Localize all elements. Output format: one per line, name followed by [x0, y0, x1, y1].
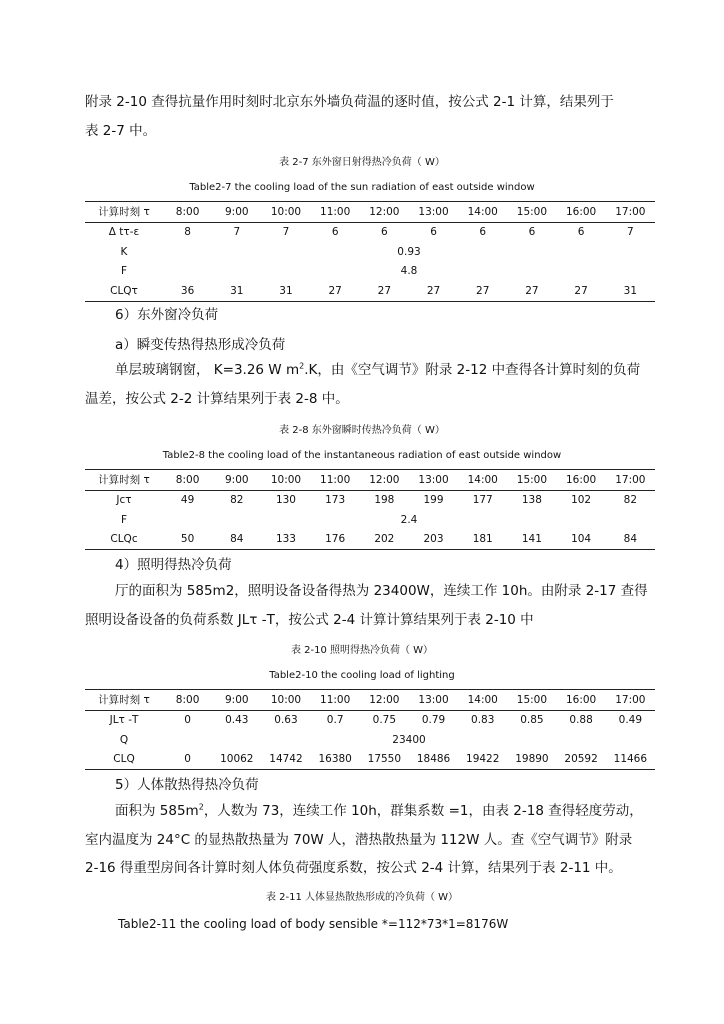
section-5-line-1: 面积为 $585m^2$，人数为 73，连续工作 10h，群集系数 =1，由表 2-18 查得轻度劳动， — [115, 802, 643, 819]
value-cell: 173 — [325, 494, 346, 507]
header-time-cell: 15:00 — [507, 690, 556, 711]
value-cell: 19422 — [458, 750, 507, 770]
value-cell: 27 — [360, 281, 409, 301]
value-cell: 104 — [557, 530, 606, 550]
header-time-cell: 9:00 — [212, 690, 261, 711]
intro-line-2: 表 2-7 中。 — [85, 123, 157, 139]
row-label-cell: F — [120, 513, 128, 526]
value-cell: 31 — [212, 281, 261, 301]
header-time-cell: 8:00 — [163, 690, 212, 711]
table-2-10-caption-en: Table2-10 the cooling load of lighting — [269, 670, 455, 681]
header-time-cell: 16:00 — [557, 202, 606, 223]
table-2-7-caption-cn: 表 2-7 东外窗日射得热冷负荷（ W） — [279, 157, 445, 168]
value-cell: 0.85 — [520, 714, 544, 727]
value-cell: 20592 — [557, 750, 606, 770]
value-cell: 0.49 — [618, 714, 643, 727]
value-cell: 177 — [472, 494, 493, 507]
header-time-cell: 10:00 — [261, 470, 310, 491]
value-cell: 0.88 — [569, 714, 593, 727]
header-time-cell: 8:00 — [163, 470, 212, 491]
header-time-cell: 8:00 — [163, 202, 212, 223]
value-cell: 84 — [606, 530, 655, 550]
value-cell: 16380 — [311, 750, 360, 770]
section-6-line-1: 单层玻璃钢窗， K=3.26 W $m^2.K$，由《空气调节》附录 2-12 中查得各计算时刻的负荷 — [115, 361, 641, 378]
table-header-row — [85, 690, 655, 711]
table-header-row — [85, 470, 655, 491]
header-time-cell: 14:00 — [458, 690, 507, 711]
value-cell: 0.79 — [421, 714, 446, 727]
table-row — [85, 490, 655, 510]
row-label-cell: JLτ -T — [109, 714, 139, 727]
header-time-cell: 13:00 — [409, 470, 458, 491]
section-5-heading: 5）人体散热得热冷负荷 — [115, 777, 259, 793]
section-5-line-3: 2-16 得重型房间各计算时刻人体负荷强度系数，按公式 2-4 计算，结果列于表 2-11 中。 — [85, 860, 622, 876]
value-cell: 0.83 — [471, 714, 495, 727]
spanned-value-cell: 2.4 — [400, 513, 418, 526]
header-label-cell: 计算时刻 τ — [85, 202, 163, 223]
header-time-cell: 14:00 — [458, 202, 507, 223]
table-row — [85, 750, 655, 770]
value-cell: 141 — [507, 530, 556, 550]
value-cell: 27 — [458, 281, 507, 301]
value-cell: 6 — [331, 226, 339, 239]
header-time-cell: 11:00 — [311, 470, 360, 491]
header-time-cell: 17:00 — [606, 202, 655, 223]
header-time-cell: 11:00 — [311, 690, 360, 711]
spanned-value-cell: 4.8 — [400, 265, 418, 278]
value-cell: 0 — [184, 714, 191, 727]
value-cell: 82 — [623, 494, 638, 507]
header-time-cell: 16:00 — [557, 690, 606, 711]
value-cell: 0.7 — [326, 714, 344, 727]
value-cell: 27 — [557, 281, 606, 301]
value-cell: 36 — [163, 281, 212, 301]
header-time-cell: 13:00 — [409, 202, 458, 223]
table-2-10 — [85, 689, 655, 770]
table-2-11-caption-cn: 表 2-11 人体显热散热形成的冷负荷（ W） — [265, 892, 459, 903]
section-6-line-2: 温差，按公式 2-2 计算结果列于表 2-8 中。 — [85, 391, 349, 407]
value-cell: 8 — [184, 226, 191, 239]
section-6-heading: 6）东外窗冷负荷 — [115, 307, 219, 323]
header-time-cell: 12:00 — [360, 690, 409, 711]
value-cell: 31 — [606, 281, 655, 301]
value-cell: 199 — [423, 494, 444, 507]
value-cell: 82 — [230, 494, 244, 507]
table-header-row — [85, 202, 655, 223]
row-label-cell: K — [120, 245, 128, 258]
row-label-cell: Jcτ — [116, 494, 132, 507]
value-cell: 18486 — [409, 750, 458, 770]
header-time-cell: 17:00 — [606, 470, 655, 491]
header-time-cell: 14:00 — [458, 470, 507, 491]
header-time-cell: 13:00 — [409, 690, 458, 711]
table-2-11-caption-en: Table2-11 the cooling load of body sensible *=112*73*1=8176W — [118, 917, 509, 931]
section-4-heading: 4）照明得热冷负荷 — [115, 557, 232, 573]
value-cell: 50 — [163, 530, 212, 550]
value-cell: 49 — [180, 494, 195, 507]
value-cell: 181 — [458, 530, 507, 550]
value-cell: 6 — [430, 226, 437, 239]
table-row — [85, 262, 655, 282]
header-time-cell: 10:00 — [261, 202, 310, 223]
value-cell: 31 — [261, 281, 310, 301]
section-4-line-1: 厅的面积为 585m2，照明设备设备得热为 23400W，连续工作 10h。由附录 2-17 查得 — [115, 583, 648, 599]
table-row — [85, 530, 655, 550]
spanned-value-cell: 23400 — [392, 733, 426, 746]
header-time-cell: 16:00 — [557, 470, 606, 491]
value-cell: 6 — [479, 226, 487, 239]
table-row — [85, 510, 655, 530]
value-cell: 138 — [521, 494, 542, 507]
value-cell: 14742 — [261, 750, 310, 770]
value-cell: 203 — [409, 530, 458, 550]
spanned-value-cell: 0.93 — [397, 245, 421, 258]
value-cell: 10062 — [212, 750, 261, 770]
value-cell: 17550 — [360, 750, 409, 770]
header-time-cell: 10:00 — [261, 690, 310, 711]
row-label-cell: Δ tτ-ε — [108, 226, 140, 239]
table-row — [85, 710, 655, 730]
value-cell: 27 — [507, 281, 556, 301]
value-cell: 133 — [261, 530, 310, 550]
value-cell: 6 — [381, 226, 388, 239]
header-time-cell: 15:00 — [507, 202, 556, 223]
table-2-8-caption-cn: 表 2-8 东外窗瞬时传热冷负荷（ W） — [279, 425, 445, 436]
header-time-cell: 9:00 — [212, 470, 261, 491]
value-cell: 130 — [275, 494, 296, 507]
value-cell: 19890 — [507, 750, 556, 770]
value-cell: 202 — [360, 530, 409, 550]
section-4-line-2: 照明设备设备的负荷系数 JLτ -T，按公式 2-4 计算计算结果列于表 2-10 中 — [85, 612, 534, 628]
header-time-cell: 12:00 — [360, 202, 409, 223]
row-label-cell: CLQτ — [85, 281, 163, 301]
value-cell: 27 — [311, 281, 360, 301]
row-label-cell: CLQ — [85, 750, 163, 770]
value-cell: 6 — [577, 226, 585, 239]
value-cell: 102 — [571, 494, 592, 507]
table-2-7-caption-en: Table2-7 the cooling load of the sun radiation of east outside window — [189, 182, 535, 193]
section-5-line-2: 室内温度为 24°C 的显热散热量为 70W 人，潜热散热量为 112W 人。查《空气调节》附录 — [85, 832, 633, 848]
row-label-cell: CLQc — [85, 530, 163, 550]
table-2-8 — [85, 469, 655, 550]
section-6a-heading: a）瞬变传热得热形成冷负荷 — [115, 337, 286, 353]
value-cell: 0.63 — [274, 714, 298, 727]
intro-line-1: 附录 2-10 查得抗量作用时刻时北京东外墙负荷温的逐时值，按公式 2-1 计算，结果列于 — [85, 94, 614, 110]
header-time-cell: 9:00 — [212, 202, 261, 223]
value-cell: 0.75 — [372, 714, 397, 727]
value-cell: 7 — [627, 226, 634, 239]
table-2-10-caption-cn: 表 2-10 照明得热冷负荷（ W） — [290, 645, 434, 656]
value-cell: 27 — [409, 281, 458, 301]
header-time-cell: 11:00 — [311, 202, 360, 223]
value-cell: 0 — [163, 750, 212, 770]
header-time-cell: 15:00 — [507, 470, 556, 491]
value-cell: 6 — [528, 226, 536, 239]
table-2-8-caption-en: Table2-8 the cooling load of the instantaneous radiation of east outside window — [162, 450, 562, 461]
table-row — [85, 222, 655, 242]
table-2-7 — [85, 201, 655, 302]
header-time-cell: 17:00 — [606, 690, 655, 711]
value-cell: 11466 — [606, 750, 655, 770]
table-row — [85, 730, 655, 750]
header-label-cell: 计算时刻 τ — [85, 690, 163, 711]
header-time-cell: 12:00 — [360, 470, 409, 491]
value-cell: 7 — [282, 226, 290, 239]
value-cell: 7 — [233, 226, 241, 239]
row-label-cell: Q — [119, 733, 129, 746]
row-label-cell: F — [120, 265, 128, 278]
value-cell: 0.43 — [225, 714, 249, 727]
table-row — [85, 242, 655, 262]
value-cell: 84 — [212, 530, 261, 550]
table-row — [85, 281, 655, 301]
header-label-cell: 计算时刻 τ — [85, 470, 163, 491]
value-cell: 176 — [311, 530, 360, 550]
value-cell: 198 — [374, 494, 395, 507]
